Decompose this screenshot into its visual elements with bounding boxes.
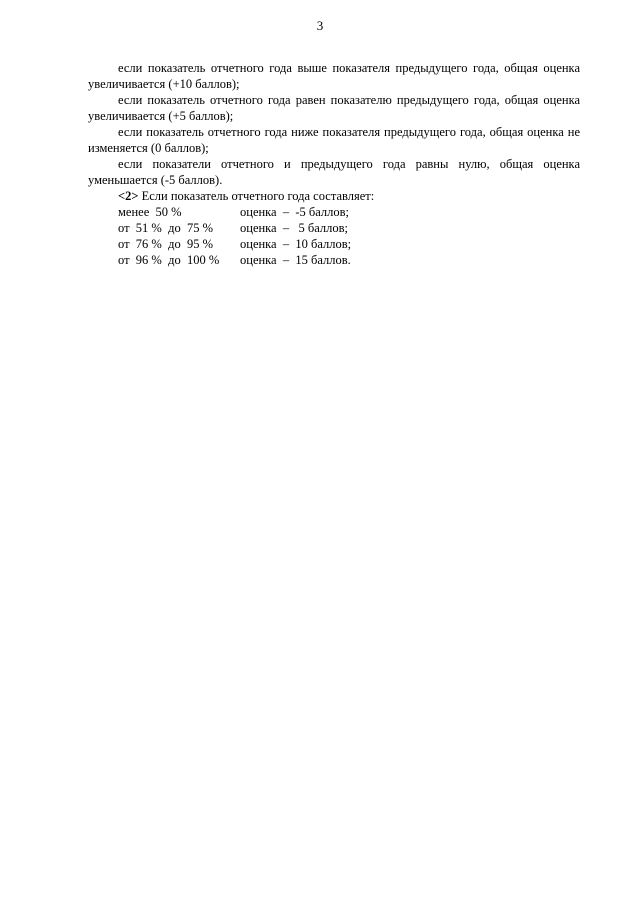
paragraph-zero: если показатели отчетного и предыдущего года равны нулю, общая оценка уменьшается (-5 баллов). (88, 157, 580, 187)
page-number: 3 (316, 18, 324, 33)
score-cell: оценка – 10 баллов; (240, 237, 352, 251)
table-row (118, 204, 351, 220)
table-row (118, 236, 351, 252)
range-cell: от 96 % до 100 % (118, 253, 220, 267)
note-heading (88, 188, 580, 204)
note-marker: <2> (118, 189, 139, 203)
score-cell: оценка – 5 баллов; (240, 221, 348, 235)
document-body (88, 60, 580, 268)
score-cell: оценка – 15 баллов. (240, 253, 351, 267)
score-cell: оценка – -5 баллов; (240, 205, 350, 219)
paragraph-lower: если показатель отчетного года ниже показателя предыдущего года, общая оценка не изменяется (0 баллов); (88, 125, 580, 155)
note-text: Если показатель отчетного года составляет: (138, 189, 375, 203)
table-row (118, 252, 351, 268)
range-cell: менее 50 % (118, 205, 182, 219)
table-row (118, 220, 351, 236)
paragraph-higher: если показатель отчетного года выше показателя предыдущего года, общая оценка увеличивается (+10 баллов); (88, 61, 580, 91)
range-cell: от 51 % до 75 % (118, 221, 213, 235)
paragraph-equal: если показатель отчетного года равен показателю предыдущего года, общая оценка увеличивается (+5 баллов); (88, 93, 580, 123)
score-table (118, 204, 351, 268)
range-cell: от 76 % до 95 % (118, 237, 213, 251)
